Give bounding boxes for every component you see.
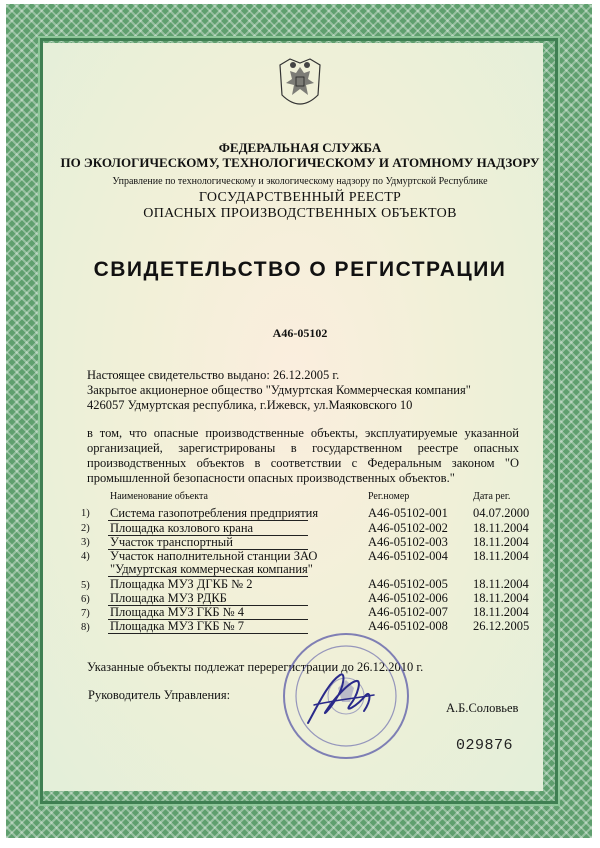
coat-of-arms-icon [276,55,324,115]
reg-date: 18.11.2004 [473,591,529,605]
object-name: Система газопотребления предприятия [110,506,319,520]
row-index: 2) [81,523,90,534]
agency-name-line1: ФЕДЕРАЛЬНАЯ СЛУЖБА [218,140,382,155]
signer-name: А.Б.Соловьев [446,701,519,715]
statement-line: в том, что опасные производственные объекты, эксплуатируемые указанной [87,426,519,440]
object-name: Площадка МУЗ ДГКБ № 2 [110,577,253,591]
reg-number: А46-05102-008 [368,619,448,633]
column-header-name: Наименование объекта [110,491,208,502]
organization-name: Закрытое акционерное общество "Удмуртская Коммерческая компания" [87,383,471,397]
head-label: Руководитель Управления: [88,688,231,702]
object-name: Участок наполнительной станции ЗАО [110,549,318,563]
object-name-continued: "Удмуртская коммерческая компания" [110,562,313,576]
row-index: 5) [81,580,90,591]
row-index: 4) [81,551,90,562]
object-name: Площадка МУЗ ГКБ № 7 [110,619,244,633]
reg-number: А46-05102-004 [368,549,448,563]
row-index: 3) [81,537,90,548]
object-name: Участок транспортный [110,535,233,549]
statement-line: промышленной безопасности опасных производственных объектов." [87,471,455,485]
reg-number: А46-05102-003 [368,535,448,549]
object-name: Площадка МУЗ ГКБ № 4 [110,605,244,619]
organization-address: 426057 Удмуртская республика, г.Ижевск, ул.Маяковского 10 [87,398,413,412]
certificate-number: А46-05102 [272,326,328,340]
reg-date: 26.12.2005 [473,619,530,633]
row-index: 7) [81,608,90,619]
registry-title-line2: ОПАСНЫХ ПРОИЗВОДСТВЕННЫХ ОБЪЕКТОВ [143,206,457,221]
underline [108,633,308,634]
statement-line: организацией, зарегистрированы в государственном реестре опасных [87,441,519,455]
reregistration-notice: Указанные объекты подлежат перерегистрации до 26.12.2010 г. [87,660,424,674]
column-header-reg: Рег.номер [368,491,410,502]
row-index: 1) [81,508,90,519]
object-name: Площадка козлового крана [110,521,254,535]
reg-date: 04.07.2000 [473,506,530,520]
signature [300,665,380,735]
reg-date: 18.11.2004 [473,549,529,563]
row-index: 6) [81,594,90,605]
reg-date: 18.11.2004 [473,521,529,535]
reg-number: А46-05102-001 [368,506,448,520]
object-name: Площадка МУЗ РДКБ [110,591,227,605]
serial-number: 029876 [456,737,514,754]
reg-number: А46-05102-006 [368,591,448,605]
certificate-title: СВИДЕТЕЛЬСТВО О РЕГИСТРАЦИИ [93,258,507,281]
row-index: 8) [81,622,90,633]
registry-title-line1: ГОСУДАРСТВЕННЫЙ РЕЕСТР [198,190,402,205]
column-header-date: Дата рег. [473,491,511,502]
department-name: Управление по технологическому и экологическому надзору по Удмуртской Республике [112,176,488,187]
reg-date: 18.11.2004 [473,535,529,549]
statement-line: производственных объектов в соответствии с Федеральным законом "О [87,456,519,470]
agency-name-line2: ПО ЭКОЛОГИЧЕСКОМУ, ТЕХНОЛОГИЧЕСКОМУ И АТОМНОМУ НАДЗОРУ [60,155,540,170]
reg-number: А46-05102-007 [368,605,448,619]
reg-number: А46-05102-005 [368,577,448,591]
issued-line: Настоящее свидетельство выдано: 26.12.2005 г. [87,368,340,382]
reg-number: А46-05102-002 [368,521,448,535]
reg-date: 18.11.2004 [473,577,529,591]
reg-date: 18.11.2004 [473,605,529,619]
